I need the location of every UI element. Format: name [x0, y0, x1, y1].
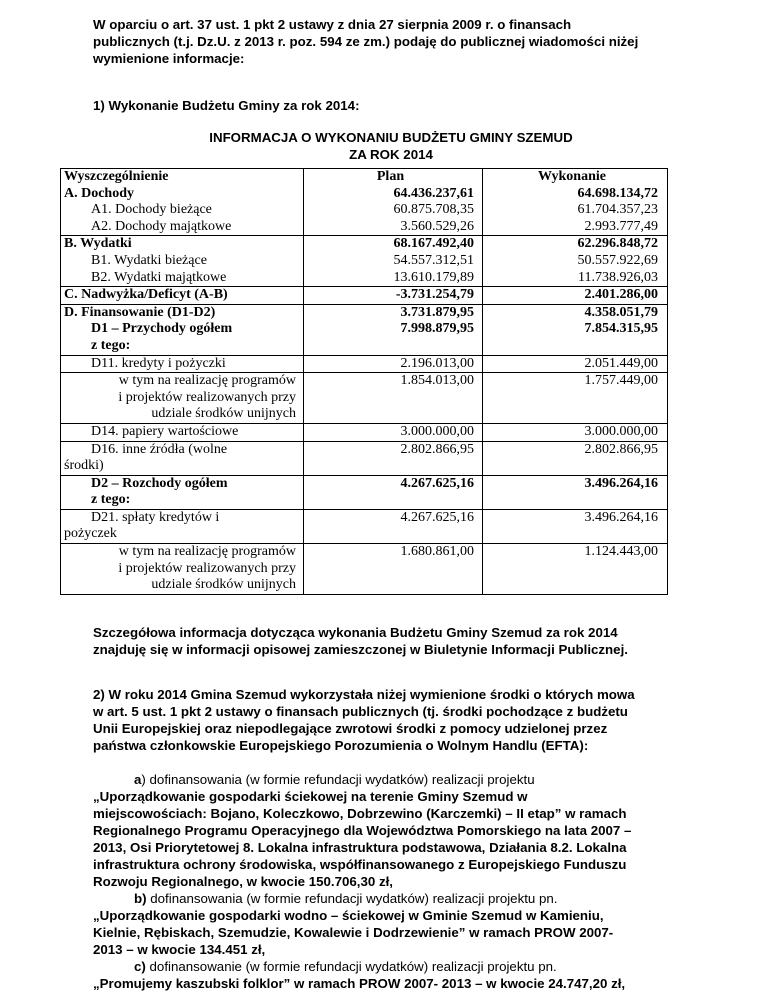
row-label: D1 – Przychody ogółem	[91, 321, 233, 337]
table-cell	[483, 544, 668, 595]
table-cell	[61, 373, 304, 424]
plan-value: 4.267.625,16	[400, 509, 474, 525]
table-cell	[61, 441, 304, 475]
item-b-line: 2013 – w kwocie 134.451 zł,	[93, 942, 266, 957]
item-a-text: dofinansowania (w formie refundacji wydatków) realizacji projektu	[145, 772, 535, 787]
row-label: pożyczek	[64, 526, 117, 542]
item-a-line: Regionalnego Programu Operacyjnego dla Województwa Pomorskiego na lata 2007 –	[93, 823, 632, 838]
row-label: w tym na realizację programów	[118, 544, 296, 560]
plan-value: 3.000.000,00	[400, 423, 474, 439]
table-row	[61, 441, 668, 475]
row-label: D2 – Rozchody ogółem	[91, 475, 228, 491]
budget-table	[60, 168, 668, 595]
item-c-marker: c)	[134, 959, 146, 974]
item-c-line: „Promujemy kaszubski folklor” w ramach PROW 2007- 2013 – w kwocie 24.747,20 zł,	[93, 976, 626, 991]
row-label: A1. Dochody bieżące	[91, 202, 212, 218]
item-a-line: Rozwoju Regionalnego, w kwocie 150.706,30 zł,	[93, 874, 394, 889]
plan-value: 13.610.179,89	[393, 269, 474, 285]
intro-line: publicznych (t.j. Dz.U. z 2013 r. poz. 594 ze zm.) podaję do publicznej wiadomości niżej	[93, 34, 639, 49]
table-cell	[61, 509, 304, 543]
table-cell	[61, 236, 304, 287]
table-cell	[483, 373, 668, 424]
item-a-line: 2013, Osi Priorytetowej 8. Lokalna infrastruktura podstawowa, Działania 8.2. Lokalna	[93, 840, 627, 855]
report-title-line1: INFORMACJA O WYKONANIU BUDŻETU GMINY SZEMUD	[209, 130, 573, 145]
table-cell	[483, 355, 668, 373]
table-cell	[483, 423, 668, 441]
wyk-value: 11.738.926,03	[578, 269, 658, 285]
wyk-value: 62.296.848,72	[577, 236, 658, 252]
note-line: Szczegółowa informacja dotycząca wykonania Budżetu Gminy Szemud za rok 2014	[93, 625, 618, 640]
row-label: w tym na realizację programów	[118, 373, 296, 389]
wyk-value: 4.358.051,79	[584, 304, 658, 320]
table-row	[61, 287, 668, 305]
row-label: B. Wydatki	[64, 236, 132, 252]
row-label: z tego:	[91, 337, 131, 353]
row-label: D11. kredyty i pożyczki	[91, 355, 226, 371]
table-cell	[483, 287, 668, 305]
table-cell	[304, 169, 483, 236]
wyk-value: 50.557.922,69	[577, 252, 658, 268]
table-cell	[483, 236, 668, 287]
section2-paragraph	[93, 686, 693, 754]
row-label: D. Finansowanie (D1-D2)	[64, 304, 216, 320]
table-cell	[483, 169, 668, 236]
table-cell	[483, 475, 668, 509]
plan-value: 3.560.529,26	[400, 218, 474, 234]
wyk-value: 3.000.000,00	[584, 423, 658, 439]
table-row	[61, 169, 668, 236]
item-a-close: )	[141, 772, 146, 787]
row-label: A2. Dochody majątkowe	[91, 218, 232, 234]
wyk-value: 2.993.777,49	[584, 218, 658, 234]
plan-value: 54.557.312,51	[393, 252, 474, 268]
plan-value: 1.854.013,00	[400, 373, 474, 389]
table-cell	[304, 236, 483, 287]
wyk-value: 61.704.357,23	[577, 202, 658, 218]
table-cell	[304, 355, 483, 373]
table-cell	[304, 544, 483, 595]
table-cell	[304, 475, 483, 509]
intro-line: W oparciu o art. 37 ust. 1 pkt 2 ustawy z dnia 27 sierpnia 2009 r. o finansach	[93, 17, 572, 32]
table-cell	[304, 373, 483, 424]
table-row	[61, 236, 668, 287]
table-cell	[483, 304, 668, 355]
row-label: i projektów realizowanych przy	[118, 560, 296, 576]
item-a-intro	[93, 771, 693, 788]
plan-value: 64.436.237,61	[393, 185, 474, 201]
table-cell	[61, 423, 304, 441]
item-b-line: Kielnie, Rębiskach, Szemudzie, Kowalewie i Dodrzewienie” w ramach PROW 2007-	[93, 925, 614, 940]
wyk-value: 64.698.134,72	[577, 185, 658, 201]
item-a-line: infrastruktura ochrony środowiska, współfinansowanego z Europejskiego Funduszu	[93, 857, 627, 872]
table-cell	[483, 441, 668, 475]
plan-value: 1.680.861,00	[400, 544, 474, 560]
header-plan: Plan	[376, 169, 405, 184]
table-cell	[483, 509, 668, 543]
wyk-value: 2.051.449,00	[584, 355, 658, 371]
plan-value: 60.875.708,35	[393, 202, 474, 218]
row-label: C. Nadwyżka/Deficyt (A-B)	[64, 287, 228, 303]
table-cell	[304, 441, 483, 475]
section2-line: Unii Europejskiej oraz niepodlegające zwrotowi środki z pomocy udzielonej przez	[93, 721, 608, 736]
note-line: znajduję się w informacji opisowej zamieszczonej w Biuletynie Informacji Publicznej.	[93, 642, 628, 657]
plan-value: 2.196.013,00	[400, 355, 474, 371]
table-row	[61, 355, 668, 373]
header-wykonanie: Wykonanie	[538, 169, 606, 184]
plan-value: 68.167.492,40	[393, 236, 474, 252]
intro-paragraph	[93, 16, 693, 67]
plan-value: 2.802.866,95	[400, 441, 474, 457]
report-title	[93, 129, 689, 163]
wyk-value: 3.496.264,16	[584, 509, 658, 525]
table-row	[61, 475, 668, 509]
item-a-line: „Uporządkowanie gospodarki ściekowej na terenie Gminy Szemud w	[93, 789, 528, 804]
section2-line: 2) W roku 2014 Gmina Szemud wykorzystała niżej wymienione środki o których mowa	[93, 687, 635, 702]
wyk-value: 3.496.264,16	[584, 475, 658, 491]
row-label: D21. spłaty kredytów i	[91, 509, 220, 525]
item-b-intro	[93, 890, 693, 907]
table-row	[61, 544, 668, 595]
row-label: i projektów realizowanych przy	[118, 389, 296, 405]
item-b-text: dofinansowania (w formie refundacji wydatków) realizacji projektu pn.	[146, 891, 558, 906]
row-label: udziale środków unijnych	[151, 406, 296, 422]
row-label: D16. inne źródła (wolne	[91, 441, 228, 457]
table-cell	[61, 355, 304, 373]
funding-items	[93, 771, 693, 992]
plan-value: 3.731.879,95	[400, 304, 474, 320]
table-cell	[304, 304, 483, 355]
row-label: D14. papiery wartościowe	[91, 423, 239, 439]
row-label: A. Dochody	[64, 185, 135, 201]
item-b-marker: b)	[134, 891, 147, 906]
table-cell	[61, 475, 304, 509]
table-row	[61, 304, 668, 355]
row-label: środki)	[64, 458, 104, 474]
row-label: z tego:	[91, 492, 131, 508]
item-c-intro	[93, 958, 693, 975]
wyk-value: 1.757.449,00	[584, 373, 658, 389]
table-cell	[304, 509, 483, 543]
item-b-line: „Uporządkowanie gospodarki wodno – ściekowej w Gminie Szemud w Kamieniu,	[93, 908, 604, 923]
section2-line: w art. 5 ust. 1 pkt 2 ustawy o finansach publicznych (tj. środki pochodzące z budżetu	[93, 704, 628, 719]
table-row	[61, 423, 668, 441]
wyk-value: 2.401.286,00	[584, 287, 658, 303]
header-item: Wyszczególnienie	[64, 169, 169, 184]
plan-value: 4.267.625,16	[400, 475, 474, 491]
wyk-value: 1.124.443,00	[584, 544, 658, 560]
row-label: udziale środków unijnych	[151, 577, 296, 593]
table-cell	[61, 544, 304, 595]
report-title-line2: ZA ROK 2014	[349, 147, 433, 162]
table-cell	[304, 287, 483, 305]
row-label: B2. Wydatki majątkowe	[91, 269, 227, 285]
table-row	[61, 373, 668, 424]
item-a-line: miejscowościach: Bojano, Koleczkowo, Dobrzewino (Karczemki) – II etap” w ramach	[93, 806, 627, 821]
table-row	[61, 509, 668, 543]
plan-value: 7.998.879,95	[400, 321, 474, 337]
plan-value: -3.731.254,79	[395, 287, 474, 303]
table-cell	[61, 287, 304, 305]
section1-heading: 1) Wykonanie Budżetu Gminy za rok 2014:	[93, 98, 360, 113]
table-cell	[61, 304, 304, 355]
wyk-value: 2.802.866,95	[584, 441, 658, 457]
item-a-marker: a	[134, 772, 142, 787]
intro-line: wymienione informacje:	[93, 51, 245, 66]
section2-line: państwa członkowskie Europejskiego Porozumienia o Wolnym Handlu (EFTA):	[93, 738, 589, 753]
row-label: B1. Wydatki bieżące	[91, 252, 207, 268]
table-cell	[61, 169, 304, 236]
wyk-value: 7.854.315,95	[584, 321, 658, 337]
item-c-text: dofinansowanie (w formie refundacji wydatków) realizacji projektu pn.	[145, 959, 557, 974]
detail-note	[93, 624, 693, 658]
table-cell	[304, 423, 483, 441]
